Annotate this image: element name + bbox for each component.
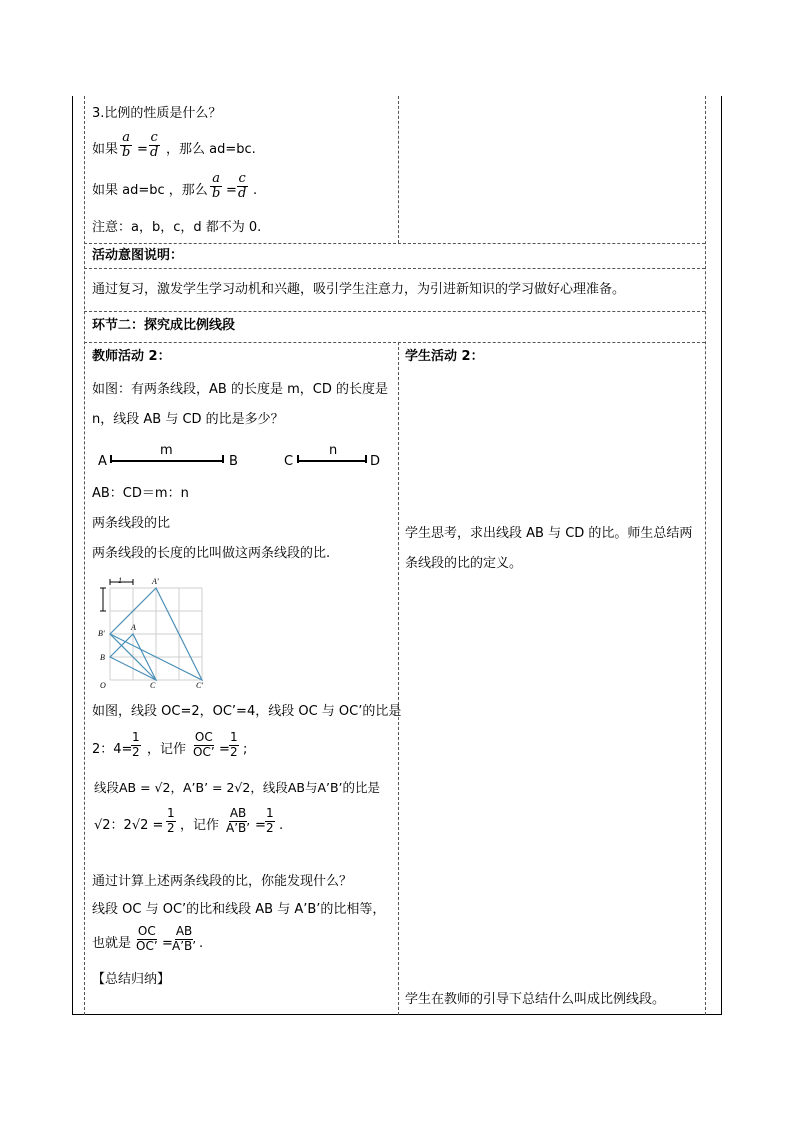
example-2-prefix: √2：2√2 = <box>94 818 164 833</box>
equals-sign: = <box>219 742 230 757</box>
student-think-line-1: 学生思考，求出线段 AB 与 CD 的比。师生总结两 <box>405 526 693 541</box>
fig-label-a: A <box>131 623 136 632</box>
equals-sign: = <box>226 183 237 198</box>
question-line-1: 如图：有两条线段，AB 的长度是 m，CD 的长度是 <box>92 382 388 397</box>
equals-sign: = <box>162 936 173 951</box>
numerator: AB <box>229 806 247 820</box>
student-think-line-2: 条线段的比的定义。 <box>405 556 523 571</box>
equals-sign: = <box>137 142 148 157</box>
fraction-c-over-d <box>148 131 160 161</box>
segment-ab <box>110 460 224 462</box>
question-3: 3.比例的性质是什么？ <box>92 106 222 121</box>
segment-ab-end-tick <box>222 455 224 463</box>
example-2-line-1: 线段AB = √2，A’B’ = 2√2，线段AB与A’B’的比是 <box>94 780 381 795</box>
semicolon: ; <box>243 742 248 757</box>
numerator: OC <box>194 730 213 744</box>
question-line-2: n，线段 AB 与 CD 的比是多少？ <box>92 412 284 427</box>
if-prefix-1: 如果 <box>92 142 119 157</box>
row-divider <box>84 342 705 343</box>
fig-label-a-prime: A' <box>152 577 159 586</box>
row-divider <box>84 268 705 269</box>
fig-label-b-prime: B' <box>98 629 105 638</box>
summary-heading: 【总结归纳】 <box>92 972 171 987</box>
grid-triangle-figure <box>96 574 216 694</box>
denominator: b <box>212 186 221 202</box>
numerator: 1 <box>132 730 140 744</box>
fraction-1-over-2 <box>265 807 275 836</box>
definition-title: 两条线段的比 <box>92 516 171 531</box>
example-1-line-1: 如图，线段 OC=2，OC’=4，线段 OC 与 OC’的比是 <box>92 704 402 719</box>
denominator: d <box>150 145 159 161</box>
numerator: 1 <box>266 806 274 820</box>
note: 注意：a，b，c，d 都不为 0. <box>92 220 262 235</box>
fraction-ab-over-apbp <box>226 807 250 836</box>
student-final: 学生在教师的引导下总结什么叫成比例线段。 <box>405 992 666 1007</box>
equals-sign: = <box>255 818 266 833</box>
fig-label-b: B <box>100 653 105 662</box>
fraction-a-over-b <box>120 131 132 161</box>
denominator: OC’ <box>136 938 158 953</box>
label-n: n <box>329 443 338 458</box>
denominator: OC’ <box>193 744 215 759</box>
example-2-denote: ，记作 <box>180 818 220 833</box>
denominator: 2 <box>167 820 175 835</box>
column-divider-top <box>398 96 399 243</box>
intent-body: 通过复习，激发学生学习动机和兴趣，吸引学生注意力，为引进新知识的学习做好心理准备。 <box>92 282 626 297</box>
table-inner-right-border <box>705 96 706 1015</box>
example-1-denote: ，记作 <box>147 742 187 757</box>
that-is-label: 也就是 <box>92 936 132 951</box>
grid-lines <box>110 588 202 680</box>
denominator: b <box>122 145 131 161</box>
scale-markers <box>100 579 133 611</box>
numerator: AB <box>175 924 193 938</box>
definition-body: 两条线段的长度的比叫做这两条线段的比. <box>92 546 331 561</box>
denominator: 2 <box>266 820 274 835</box>
fig-label-1: 1 <box>118 576 122 585</box>
table-inner-left-border <box>84 96 85 1015</box>
teacher-activity-title: 教师活动 2： <box>92 349 171 364</box>
if-prefix-2: 如果 ad=bc ，那么 <box>92 183 208 198</box>
label-a: A <box>98 454 107 469</box>
example-1-prefix: 2：4= <box>92 742 133 757</box>
label-b: B <box>229 454 238 469</box>
numerator: a <box>212 171 221 186</box>
segment-cd <box>297 460 367 462</box>
if-suffix-1: ，那么 ad=bc. <box>166 142 256 157</box>
column-divider-bottom <box>398 342 399 1015</box>
row-divider <box>84 311 705 312</box>
denominator: d <box>238 186 247 202</box>
label-c: C <box>284 454 294 469</box>
ratio-statement: AB：CD＝m：n <box>92 486 189 501</box>
numerator: 1 <box>167 806 175 820</box>
denominator: A’B’ <box>226 820 251 835</box>
label-m: m <box>160 443 173 458</box>
fraction-c-over-d <box>236 172 248 202</box>
fraction-1-over-2 <box>229 731 239 760</box>
label-d: D <box>370 454 381 469</box>
denominator: 2 <box>230 744 238 759</box>
numerator: c <box>150 130 158 145</box>
fraction-oc-over-ocprime <box>136 925 158 954</box>
numerator: OC <box>137 924 156 938</box>
fraction-1-over-2 <box>166 807 176 836</box>
fraction-a-over-b <box>210 172 222 202</box>
numerator: c <box>238 171 246 186</box>
numerator: 1 <box>230 730 238 744</box>
period: . <box>253 183 258 198</box>
row-divider <box>84 243 705 244</box>
fig-label-c: C <box>150 681 156 690</box>
fraction-1-over-2 <box>131 731 141 760</box>
student-activity-title: 学生活动 2： <box>405 349 484 364</box>
period: . <box>199 936 204 951</box>
fraction-oc-over-ocprime <box>193 731 215 760</box>
intent-title: 活动意图说明： <box>92 248 184 263</box>
period: . <box>279 818 284 833</box>
discovery-answer: 线段 OC 与 OC’的比和线段 AB 与 A’B’的比相等， <box>92 902 386 917</box>
section-title: 环节二：探究成比例线段 <box>92 318 236 333</box>
denominator: 2 <box>132 744 140 759</box>
numerator: a <box>122 130 131 145</box>
discovery-question: 通过计算上述两条线段的比，你能发现什么？ <box>92 874 353 889</box>
fig-label-o: O <box>100 681 106 690</box>
denominator: A’B’ <box>172 938 197 953</box>
fraction-ab-over-apbp <box>172 925 196 954</box>
fig-label-c-prime: C' <box>196 681 204 690</box>
segment-cd-end-tick <box>365 455 367 463</box>
